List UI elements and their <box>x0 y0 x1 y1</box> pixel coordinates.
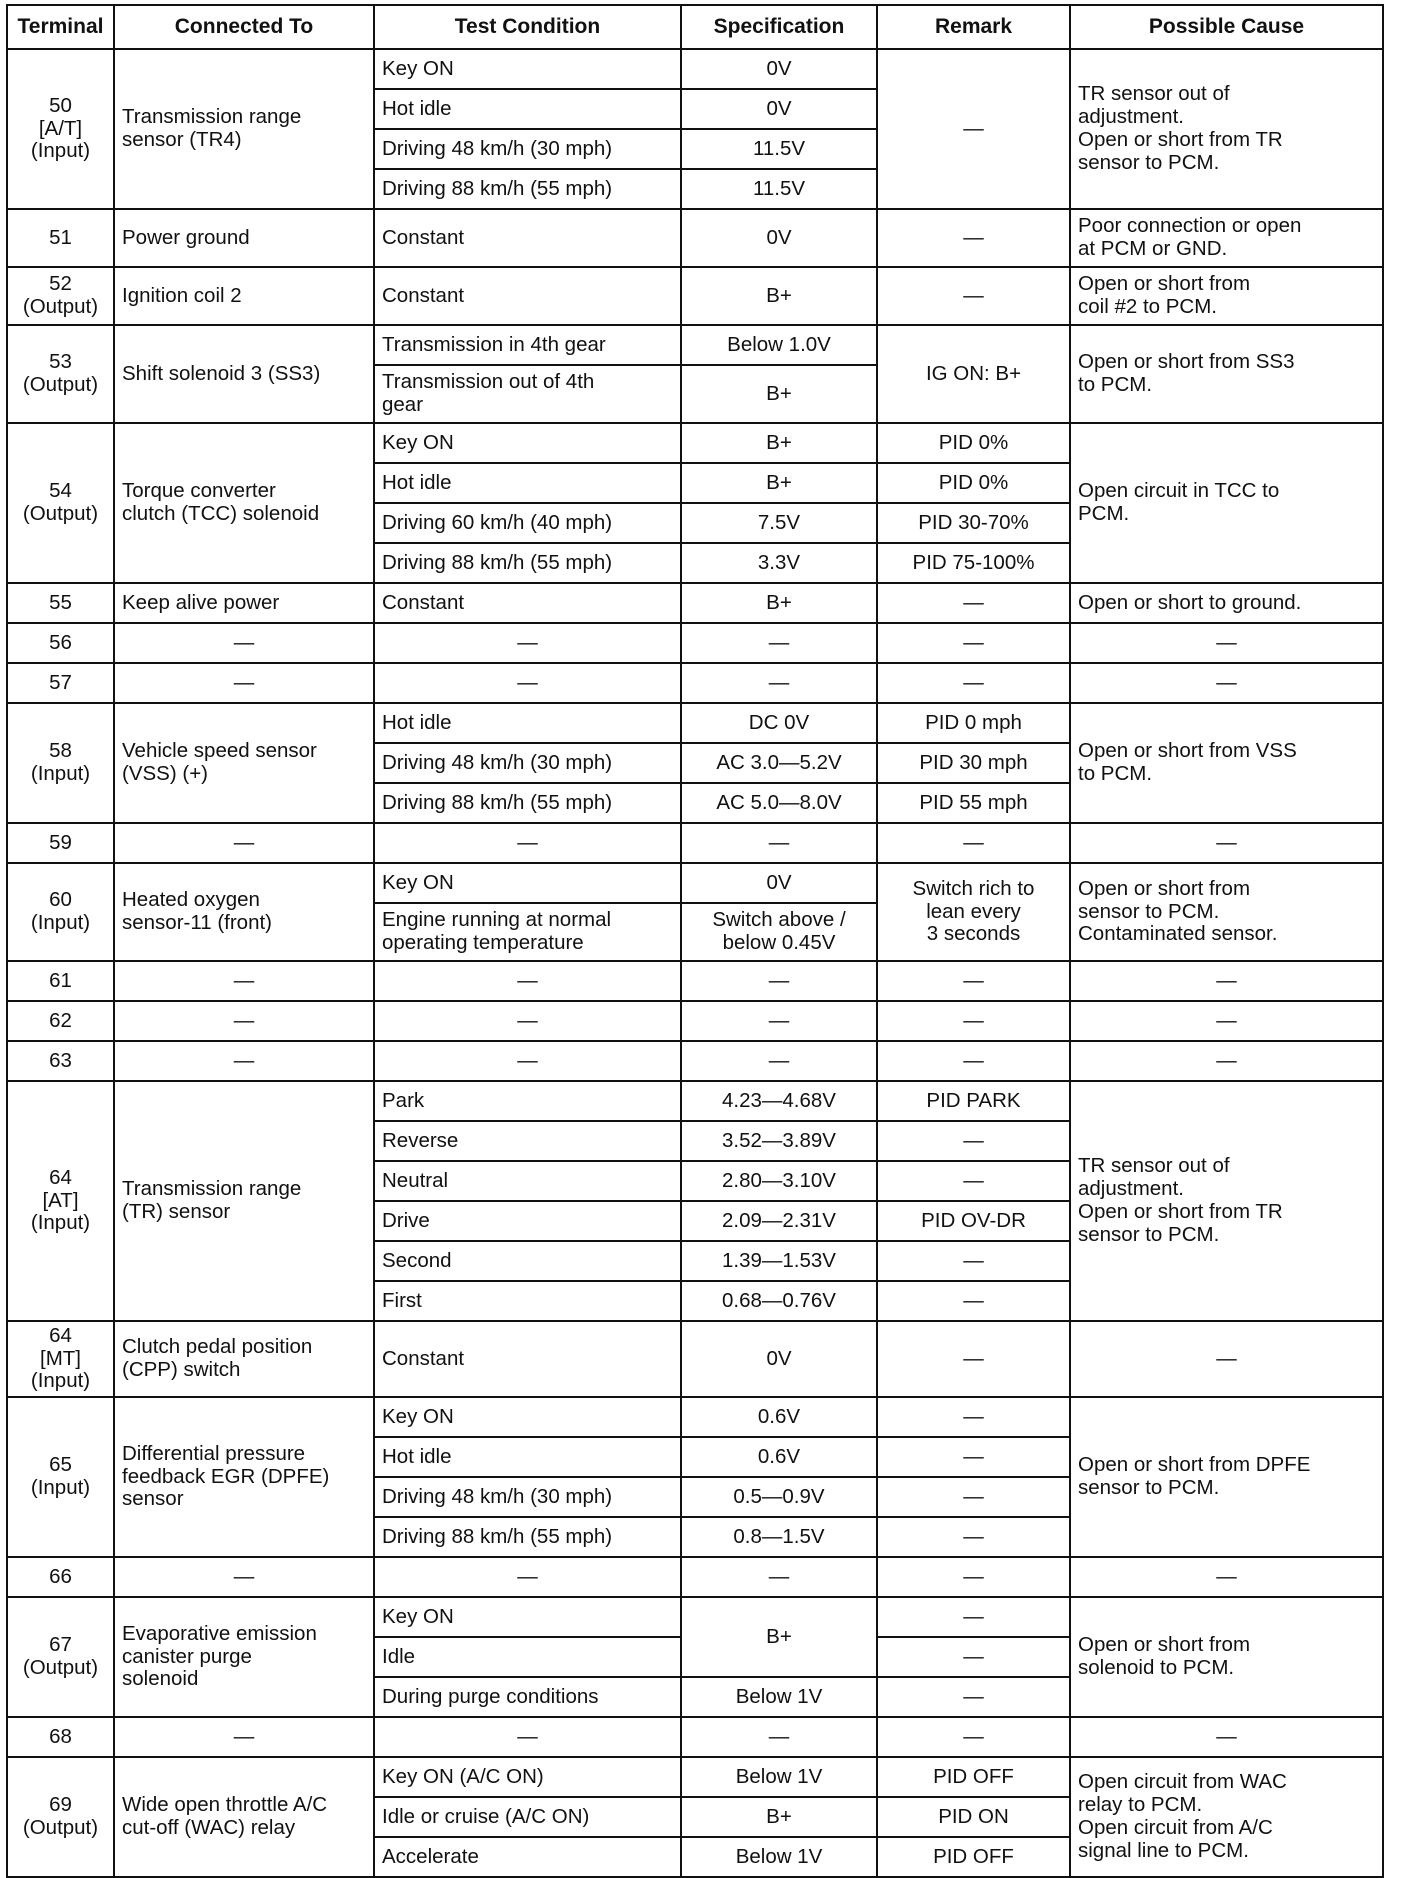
specification-cell: B+ <box>681 365 877 423</box>
remark-cell: — <box>877 1477 1070 1517</box>
possible-cause-cell: Open circuit from WAC relay to PCM. Open circuit from A/C signal line to PCM. <box>1070 1757 1383 1877</box>
specification-cell: — <box>681 823 877 863</box>
remark-cell: PID 0 mph <box>877 703 1070 743</box>
table-header-row <box>7 5 1383 49</box>
test-condition-cell: Driving 48 km/h (30 mph) <box>374 129 681 169</box>
test-condition-cell: Driving 88 km/h (55 mph) <box>374 783 681 823</box>
specification-cell: 11.5V <box>681 129 877 169</box>
terminal-cell: 54 (Output) <box>7 423 114 583</box>
possible-cause-cell: — <box>1070 1717 1383 1757</box>
test-condition-cell: Transmission in 4th gear <box>374 325 681 365</box>
table-row <box>7 209 1383 267</box>
connected-to-cell: — <box>114 1041 374 1081</box>
specification-cell: 1.39—1.53V <box>681 1241 877 1281</box>
remark-cell: — <box>877 1397 1070 1437</box>
test-condition-cell: Hot idle <box>374 463 681 503</box>
specification-cell: — <box>681 961 877 1001</box>
specification-cell: — <box>681 1717 877 1757</box>
remark-cell: — <box>877 1517 1070 1557</box>
specification-cell: 0V <box>681 49 877 89</box>
possible-cause-cell: Poor connection or open at PCM or GND. <box>1070 209 1383 267</box>
specification-cell: Switch above / below 0.45V <box>681 903 877 961</box>
header-specification: Specification <box>681 5 877 49</box>
terminal-cell: 58 (Input) <box>7 703 114 823</box>
specification-cell: B+ <box>681 423 877 463</box>
remark-cell: — <box>877 267 1070 325</box>
possible-cause-cell: — <box>1070 623 1383 663</box>
table-row <box>7 583 1383 623</box>
terminal-cell: 50 [A/T] (Input) <box>7 49 114 209</box>
terminal-cell: 63 <box>7 1041 114 1081</box>
connected-to-cell: Ignition coil 2 <box>114 267 374 325</box>
test-condition-cell: Key ON <box>374 1397 681 1437</box>
specification-cell: B+ <box>681 1597 877 1677</box>
specification-cell: 0.6V <box>681 1397 877 1437</box>
table-row <box>7 1001 1383 1041</box>
possible-cause-cell: — <box>1070 1001 1383 1041</box>
remark-cell: — <box>877 1321 1070 1397</box>
specification-cell: 3.3V <box>681 543 877 583</box>
remark-cell: — <box>877 209 1070 267</box>
remark-cell: — <box>877 1557 1070 1597</box>
remark-cell: — <box>877 623 1070 663</box>
remark-cell: Switch rich to lean every 3 seconds <box>877 863 1070 961</box>
possible-cause-cell: — <box>1070 961 1383 1001</box>
test-condition-cell: During purge conditions <box>374 1677 681 1717</box>
connected-to-cell: Differential pressure feedback EGR (DPFE) sensor <box>114 1397 374 1557</box>
terminal-cell: 69 (Output) <box>7 1757 114 1877</box>
table-row <box>7 961 1383 1001</box>
remark-cell: — <box>877 823 1070 863</box>
connected-to-cell: Vehicle speed sensor (VSS) (+) <box>114 703 374 823</box>
connected-to-cell: Transmission range (TR) sensor <box>114 1081 374 1321</box>
test-condition-cell: First <box>374 1281 681 1321</box>
test-condition-cell: Key ON <box>374 863 681 903</box>
test-condition-cell: — <box>374 663 681 703</box>
specification-cell: 0V <box>681 863 877 903</box>
test-condition-cell: Driving 60 km/h (40 mph) <box>374 503 681 543</box>
test-condition-cell: — <box>374 1717 681 1757</box>
test-condition-cell: Park <box>374 1081 681 1121</box>
possible-cause-cell: Open circuit in TCC to PCM. <box>1070 423 1383 583</box>
remark-cell: — <box>877 663 1070 703</box>
table-row <box>7 1597 1383 1637</box>
specification-cell: 0.8—1.5V <box>681 1517 877 1557</box>
remark-cell: PID OV-DR <box>877 1201 1070 1241</box>
terminal-cell: 65 (Input) <box>7 1397 114 1557</box>
test-condition-cell: Driving 88 km/h (55 mph) <box>374 169 681 209</box>
connected-to-cell: — <box>114 823 374 863</box>
test-condition-cell: Hot idle <box>374 1437 681 1477</box>
remark-cell: — <box>877 1637 1070 1677</box>
table-row <box>7 863 1383 903</box>
remark-cell: — <box>877 961 1070 1001</box>
remark-cell: PID OFF <box>877 1837 1070 1877</box>
test-condition-cell: Key ON (A/C ON) <box>374 1757 681 1797</box>
table-row <box>7 1321 1383 1397</box>
terminal-cell: 68 <box>7 1717 114 1757</box>
remark-cell: — <box>877 1121 1070 1161</box>
terminal-cell: 53 (Output) <box>7 325 114 423</box>
specification-cell: AC 5.0—8.0V <box>681 783 877 823</box>
specification-cell: B+ <box>681 1797 877 1837</box>
possible-cause-cell: TR sensor out of adjustment. Open or short from TR sensor to PCM. <box>1070 49 1383 209</box>
connected-to-cell: — <box>114 1557 374 1597</box>
remark-cell: PID PARK <box>877 1081 1070 1121</box>
header-possible-cause: Possible Cause <box>1070 5 1383 49</box>
table-row <box>7 823 1383 863</box>
header-test-condition: Test Condition <box>374 5 681 49</box>
test-condition-cell: Constant <box>374 209 681 267</box>
test-condition-cell: — <box>374 623 681 663</box>
terminal-cell: 61 <box>7 961 114 1001</box>
specification-cell: 0V <box>681 89 877 129</box>
table-row <box>7 1041 1383 1081</box>
possible-cause-cell: TR sensor out of adjustment. Open or short from TR sensor to PCM. <box>1070 1081 1383 1321</box>
remark-cell: PID 0% <box>877 423 1070 463</box>
test-condition-cell: Second <box>374 1241 681 1281</box>
test-condition-cell: Constant <box>374 1321 681 1397</box>
specification-cell: DC 0V <box>681 703 877 743</box>
possible-cause-cell: Open or short from SS3 to PCM. <box>1070 325 1383 423</box>
terminal-cell: 66 <box>7 1557 114 1597</box>
terminal-cell: 51 <box>7 209 114 267</box>
specification-cell: — <box>681 1041 877 1081</box>
terminal-cell: 57 <box>7 663 114 703</box>
test-condition-cell: — <box>374 1041 681 1081</box>
remark-cell: — <box>877 1677 1070 1717</box>
test-condition-cell: Driving 48 km/h (30 mph) <box>374 1477 681 1517</box>
possible-cause-cell: — <box>1070 823 1383 863</box>
terminal-cell: 52 (Output) <box>7 267 114 325</box>
remark-cell: — <box>877 1717 1070 1757</box>
specification-cell: AC 3.0—5.2V <box>681 743 877 783</box>
specification-cell: Below 1V <box>681 1677 877 1717</box>
possible-cause-cell: Open or short from coil #2 to PCM. <box>1070 267 1383 325</box>
possible-cause-cell: Open or short from solenoid to PCM. <box>1070 1597 1383 1717</box>
test-condition-cell: Engine running at normal operating temperature <box>374 903 681 961</box>
test-condition-cell: Key ON <box>374 49 681 89</box>
header-terminal: Terminal <box>7 5 114 49</box>
test-condition-cell: Drive <box>374 1201 681 1241</box>
connected-to-cell: Power ground <box>114 209 374 267</box>
table-row <box>7 1397 1383 1437</box>
table-row <box>7 267 1383 325</box>
connected-to-cell: Clutch pedal position (CPP) switch <box>114 1321 374 1397</box>
remark-cell: — <box>877 1437 1070 1477</box>
table-row <box>7 1757 1383 1797</box>
remark-cell: — <box>877 49 1070 209</box>
specification-cell: — <box>681 623 877 663</box>
remark-cell: — <box>877 1161 1070 1201</box>
pcm-terminal-spec-table <box>6 4 1384 1878</box>
test-condition-cell: Accelerate <box>374 1837 681 1877</box>
table-row <box>7 325 1383 365</box>
terminal-cell: 59 <box>7 823 114 863</box>
test-condition-cell: Reverse <box>374 1121 681 1161</box>
test-condition-cell: Constant <box>374 583 681 623</box>
remark-cell: PID 55 mph <box>877 783 1070 823</box>
test-condition-cell: Hot idle <box>374 703 681 743</box>
terminal-cell: 67 (Output) <box>7 1597 114 1717</box>
specification-cell: 7.5V <box>681 503 877 543</box>
test-condition-cell: Key ON <box>374 1597 681 1637</box>
terminal-cell: 64 [AT] (Input) <box>7 1081 114 1321</box>
connected-to-cell: — <box>114 623 374 663</box>
table-row <box>7 1081 1383 1121</box>
terminal-cell: 60 (Input) <box>7 863 114 961</box>
table-row <box>7 423 1383 463</box>
specification-cell: B+ <box>681 463 877 503</box>
test-condition-cell: Transmission out of 4th gear <box>374 365 681 423</box>
possible-cause-cell: — <box>1070 1041 1383 1081</box>
remark-cell: IG ON: B+ <box>877 325 1070 423</box>
remark-cell: — <box>877 1041 1070 1081</box>
test-condition-cell: — <box>374 961 681 1001</box>
table-row <box>7 623 1383 663</box>
remark-cell: — <box>877 1001 1070 1041</box>
remark-cell: — <box>877 1597 1070 1637</box>
connected-to-cell: — <box>114 961 374 1001</box>
specification-cell: Below 1.0V <box>681 325 877 365</box>
connected-to-cell: — <box>114 1717 374 1757</box>
test-condition-cell: Neutral <box>374 1161 681 1201</box>
table-row <box>7 1557 1383 1597</box>
table-row <box>7 49 1383 89</box>
connected-to-cell: Evaporative emission canister purge solenoid <box>114 1597 374 1717</box>
connected-to-cell: Transmission range sensor (TR4) <box>114 49 374 209</box>
test-condition-cell: — <box>374 1557 681 1597</box>
connected-to-cell: Torque converter clutch (TCC) solenoid <box>114 423 374 583</box>
possible-cause-cell: Open or short to ground. <box>1070 583 1383 623</box>
terminal-cell: 55 <box>7 583 114 623</box>
specification-cell: 3.52—3.89V <box>681 1121 877 1161</box>
table-row <box>7 703 1383 743</box>
specification-cell: 2.80—3.10V <box>681 1161 877 1201</box>
remark-cell: PID 75-100% <box>877 543 1070 583</box>
terminal-cell: 64 [MT] (Input) <box>7 1321 114 1397</box>
possible-cause-cell: Open or short from DPFE sensor to PCM. <box>1070 1397 1383 1557</box>
specification-cell: B+ <box>681 583 877 623</box>
specification-cell: 0V <box>681 209 877 267</box>
remark-cell: PID OFF <box>877 1757 1070 1797</box>
specification-cell: 2.09—2.31V <box>681 1201 877 1241</box>
remark-cell: — <box>877 1241 1070 1281</box>
table-row <box>7 1717 1383 1757</box>
terminal-cell: 62 <box>7 1001 114 1041</box>
table-row <box>7 663 1383 703</box>
specification-cell: 0V <box>681 1321 877 1397</box>
specification-cell: 0.6V <box>681 1437 877 1477</box>
specification-cell: — <box>681 1557 877 1597</box>
specification-cell: 4.23—4.68V <box>681 1081 877 1121</box>
connected-to-cell: Wide open throttle A/C cut-off (WAC) relay <box>114 1757 374 1877</box>
possible-cause-cell: Open or short from sensor to PCM. Contaminated sensor. <box>1070 863 1383 961</box>
connected-to-cell: Shift solenoid 3 (SS3) <box>114 325 374 423</box>
test-condition-cell: Driving 48 km/h (30 mph) <box>374 743 681 783</box>
specification-cell: B+ <box>681 267 877 325</box>
possible-cause-cell: Open or short from VSS to PCM. <box>1070 703 1383 823</box>
connected-to-cell: — <box>114 663 374 703</box>
possible-cause-cell: — <box>1070 1321 1383 1397</box>
remark-cell: PID 30 mph <box>877 743 1070 783</box>
specification-cell: 0.5—0.9V <box>681 1477 877 1517</box>
specification-cell: 0.68—0.76V <box>681 1281 877 1321</box>
specification-cell: — <box>681 663 877 703</box>
possible-cause-cell: — <box>1070 1557 1383 1597</box>
remark-cell: PID ON <box>877 1797 1070 1837</box>
connected-to-cell: Heated oxygen sensor-11 (front) <box>114 863 374 961</box>
test-condition-cell: — <box>374 1001 681 1041</box>
possible-cause-cell: — <box>1070 663 1383 703</box>
connected-to-cell: Keep alive power <box>114 583 374 623</box>
header-remark: Remark <box>877 5 1070 49</box>
specification-cell: — <box>681 1001 877 1041</box>
test-condition-cell: Driving 88 km/h (55 mph) <box>374 1517 681 1557</box>
remark-cell: PID 0% <box>877 463 1070 503</box>
specification-cell: Below 1V <box>681 1837 877 1877</box>
test-condition-cell: Constant <box>374 267 681 325</box>
terminal-cell: 56 <box>7 623 114 663</box>
test-condition-cell: Idle or cruise (A/C ON) <box>374 1797 681 1837</box>
specification-cell: Below 1V <box>681 1757 877 1797</box>
connected-to-cell: — <box>114 1001 374 1041</box>
remark-cell: — <box>877 583 1070 623</box>
test-condition-cell: — <box>374 823 681 863</box>
test-condition-cell: Hot idle <box>374 89 681 129</box>
test-condition-cell: Key ON <box>374 423 681 463</box>
specification-cell: 11.5V <box>681 169 877 209</box>
remark-cell: — <box>877 1281 1070 1321</box>
header-connected-to: Connected To <box>114 5 374 49</box>
test-condition-cell: Driving 88 km/h (55 mph) <box>374 543 681 583</box>
test-condition-cell: Idle <box>374 1637 681 1677</box>
remark-cell: PID 30-70% <box>877 503 1070 543</box>
